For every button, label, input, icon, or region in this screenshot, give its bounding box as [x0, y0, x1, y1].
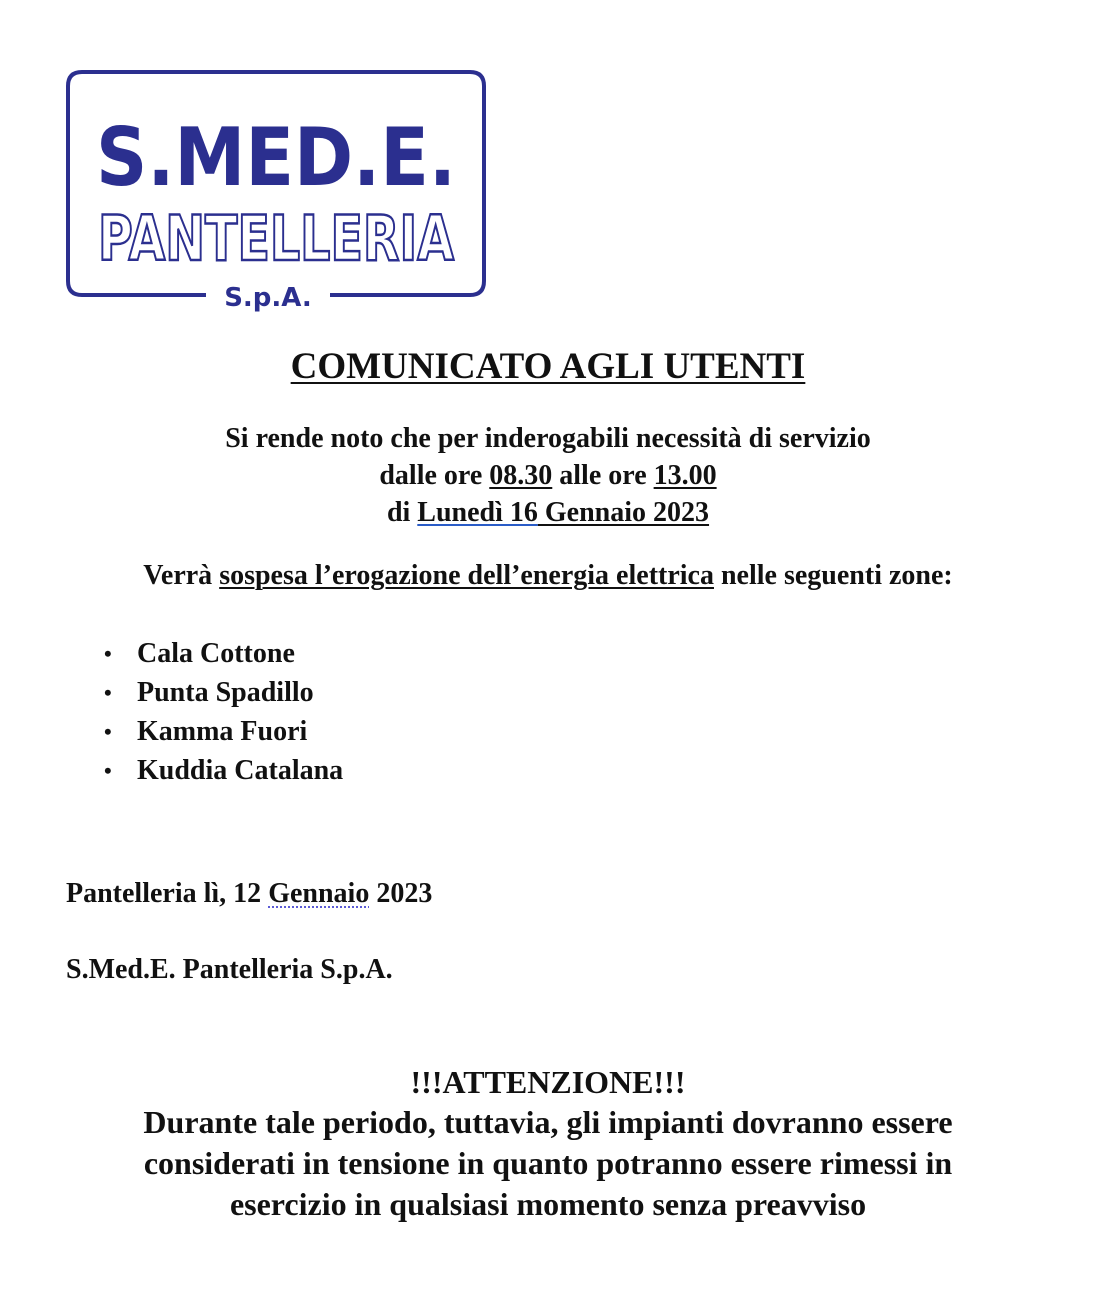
list-item [104, 673, 343, 712]
bullet-icon: • [104, 757, 112, 783]
warning-line-1: Durante tale periodo, tuttavia, gli impianti dovranno essere [143, 1104, 953, 1140]
logo-line2: PANTELLERIA [98, 202, 455, 275]
warning-line-2: considerati in tensione in quanto potranno essere rimessi in [143, 1145, 953, 1181]
bullet-icon: • [104, 679, 112, 705]
intro-time-middle: alle ore [552, 460, 654, 491]
list-item [104, 751, 343, 790]
zone-name: Kamma Fuori [137, 715, 308, 747]
bullet-icon: • [104, 718, 112, 744]
notice-prefix: Verrà [143, 560, 220, 591]
notice-suffix: nelle seguenti zone: [713, 560, 953, 591]
list-item [104, 712, 343, 751]
warning-headline: !!!ATTENZIONE!!! [410, 1064, 686, 1100]
logo-line3: S.p.A. [224, 283, 312, 313]
logo-graphic [66, 70, 486, 313]
date-year: 2023 [369, 878, 433, 909]
zone-name: Kuddia Catalana [137, 754, 344, 786]
page-title: COMUNICATO AGLI UTENTI [290, 346, 806, 387]
list-item [104, 634, 343, 673]
outage-month-year: Gennaio 2023 [537, 497, 710, 528]
date-month: Gennaio [268, 878, 370, 909]
zones-list [104, 634, 343, 790]
intro-paragraph [0, 420, 1096, 531]
suspension-notice [0, 559, 1096, 593]
intro-line-2 [0, 457, 1096, 494]
company-logo [66, 70, 486, 313]
intro-time-prefix: dalle ore [379, 460, 490, 491]
logo-line1: S.MED.E. [96, 111, 456, 204]
outage-day: Lunedì 16 [417, 497, 538, 528]
zone-name: Punta Spadillo [137, 676, 314, 708]
place-date-prefix: Pantelleria lì, 12 [66, 878, 269, 909]
start-time: 08.30 [489, 460, 553, 491]
notice-underlined: sospesa l’erogazione dell’energia elettrica [219, 560, 714, 591]
bullet-icon: • [104, 640, 112, 666]
warning-block [0, 1062, 1096, 1225]
intro-line-3 [0, 494, 1096, 531]
zone-name: Cala Cottone [137, 637, 295, 669]
place-and-date [66, 878, 432, 910]
intro-date-prefix: di [386, 497, 418, 528]
end-time: 13.00 [653, 460, 717, 491]
signature: S.Med.E. Pantelleria S.p.A. [66, 954, 393, 985]
intro-line-1: Si rende noto che per inderogabili necessità di servizio [225, 423, 871, 454]
warning-line-3: esercizio in qualsiasi momento senza preavviso [229, 1186, 867, 1222]
